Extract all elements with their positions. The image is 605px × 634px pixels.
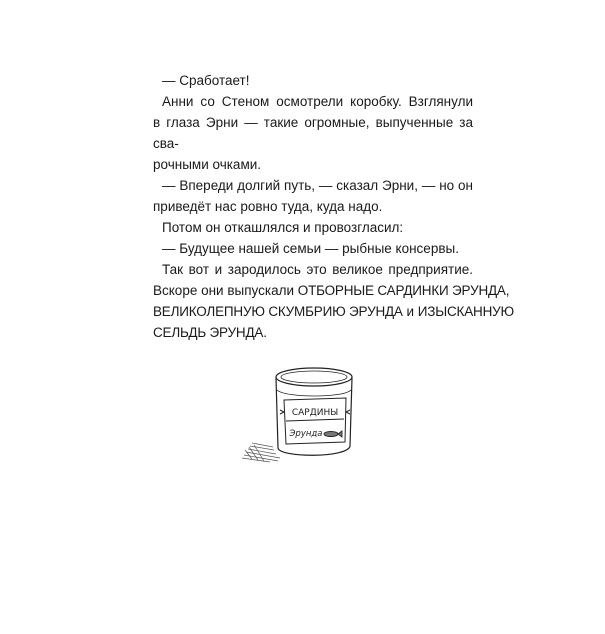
text-fragment: и — [402, 304, 418, 319]
story-text — [153, 70, 514, 343]
product-name: СЕЛЬДЬ ЭРУНДА — [153, 325, 264, 340]
text-fragment: , — [505, 283, 510, 298]
product-name: ВЕЛИКОЛЕПНУЮ СКУМБРИЮ ЭРУНДА — [153, 304, 403, 319]
text-line — [153, 301, 514, 322]
text-line: Анни со Стеном осмотрели коробку. Взглянули — [162, 94, 473, 109]
sardine-can-illustration — [240, 360, 360, 470]
text-line: приведёт нас ровно туда, куда надо. — [153, 199, 383, 214]
shadow-hatching — [242, 443, 280, 462]
product-name: ИЗЫСКАННУЮ — [417, 304, 514, 319]
text-line: рочными очками. — [153, 157, 262, 172]
text-fragment: . — [263, 325, 267, 340]
text-line: — Сработает! — [162, 73, 250, 88]
text-line — [153, 322, 473, 343]
can-label-top: САРДИНЫ — [291, 408, 339, 418]
text-line: Потом он откашлялся и провозгласил: — [162, 220, 404, 235]
text-line: Так вот и зародилось это великое предприятие. — [162, 262, 473, 277]
can-label-bottom: Эрунда — [289, 429, 323, 439]
text-fragment: Вскоре они выпускали — [153, 283, 298, 298]
text-line: — Будущее нашей семьи — рыбные консервы. — [162, 241, 459, 256]
product-name: ОТБОРНЫЕ САРДИНКИ ЭРУНДА — [297, 283, 506, 298]
text-line — [153, 280, 510, 301]
text-line: — Впереди долгий путь, — сказал Эрни, — но он — [162, 178, 473, 193]
text-line: в глаза Эрни — такие огромные, выпученные за сва- — [153, 115, 473, 151]
